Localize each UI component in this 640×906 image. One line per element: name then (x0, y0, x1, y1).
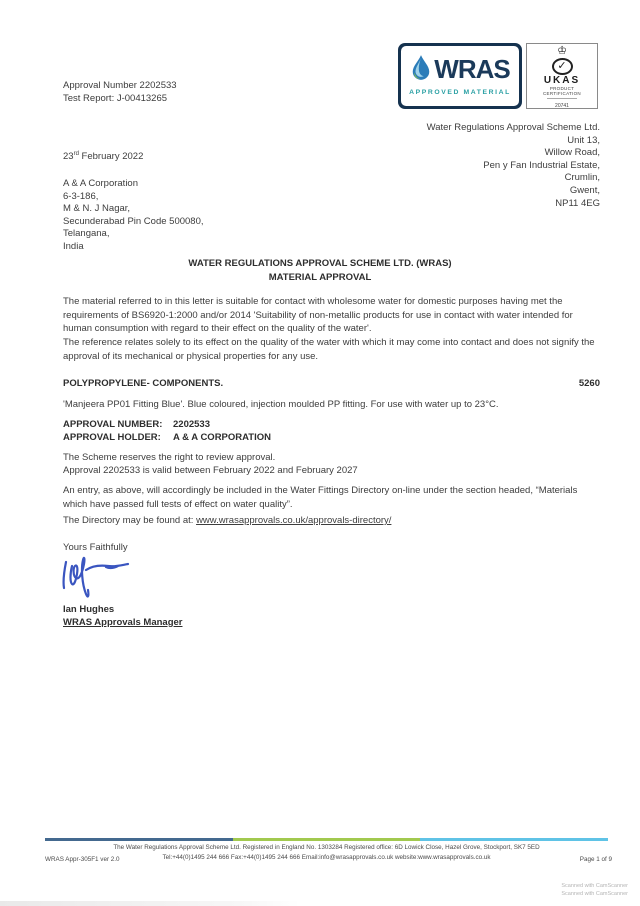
footer-rule (45, 838, 608, 841)
camscanner-watermark-line: Scanned with CamScanner (561, 883, 628, 889)
date-suffix: rd (73, 150, 79, 157)
recipient-address-line: Secunderabad Pin Code 500080, (63, 215, 204, 227)
approved-material-label: APPROVED MATERIAL (409, 88, 511, 96)
wras-logo-inner (401, 46, 519, 106)
sender-address-line: Pen y Fan Industrial Estate, (483, 159, 600, 171)
water-drop-icon (410, 54, 432, 84)
signature (58, 550, 168, 606)
sender-address-line: Willow Road, (544, 147, 600, 159)
approval-number-row (63, 418, 271, 431)
footer-rule-green-segment (233, 838, 421, 841)
approval-number-value: 2202533 (173, 419, 210, 430)
paragraph-reference-scope: The reference relates solely to its effect on the quality of the water with which it may come into contact and does not signify the approval of its mechanical or physical properties for any use. (63, 337, 595, 362)
document-title-line2: MATERIAL APPROVAL (268, 271, 372, 283)
page-number: Page 1 of 9 (579, 856, 612, 863)
recipient-address-line: A & A Corporation (63, 178, 138, 189)
material-heading: POLYPROPYLENE- COMPONENTS. (63, 378, 224, 389)
signer-name: Ian Hughes (63, 604, 115, 615)
recipient-address-line: Telangana, (63, 228, 110, 240)
ukas-certification-label: CERTIFICATION (543, 91, 581, 96)
recipient-address (63, 178, 204, 254)
test-report-line: Test Report: J-00413265 (63, 92, 168, 104)
document-title-line1: WATER REGULATIONS APPROVAL SCHEME LTD. (WRAS) (188, 258, 452, 269)
product-description: 'Manjeera PP01 Fitting Blue'. Blue coloured, injection moulded PP fitting. For use with water up to 23°C. (63, 399, 499, 410)
approval-details (63, 418, 271, 444)
approval-number-line: Approval Number 2202533 (63, 80, 177, 91)
approval-number-label: APPROVAL NUMBER: (63, 419, 163, 430)
directory-entry-paragraph: An entry, as above, will accordingly be included in the Water Fittings Directory on-line under the section headed, “Materials which have passed full tests of effect on water quality”. (63, 485, 578, 510)
footer-text (45, 843, 608, 862)
footer-registered-line: The Water Regulations Approval Scheme Ltd. Registered in England No. 1303284 Registered office: 6D Lowick Close, Hazel Grove, Stockport, SK7 5ED (113, 844, 540, 851)
reference-block (63, 80, 177, 105)
date-day: 23 (63, 151, 74, 162)
sender-address-line: Crumlin, (564, 172, 600, 184)
sender-address-line: Unit 13, (567, 134, 600, 146)
signer-block (63, 604, 182, 630)
approval-holder-row (63, 431, 271, 444)
sender-address (427, 122, 600, 210)
review-line2: Approval 2202533 is valid between February 2022 and February 2027 (63, 465, 358, 477)
wras-wordmark: WRAS (434, 53, 510, 84)
sender-address-line: Water Regulations Approval Scheme Ltd. (426, 122, 600, 133)
crown-icon: ♔ (557, 45, 567, 57)
footer-rule-lightblue-segment (420, 838, 608, 841)
check-circle-icon: ✓ (552, 58, 573, 75)
ukas-number: 20741 (547, 98, 577, 113)
logo-cluster (398, 43, 602, 111)
camscanner-watermark (561, 882, 628, 898)
directory-link[interactable]: www.wrasapprovals.co.uk/approvals-directory/ (196, 515, 392, 526)
recipient-address-line: India (63, 240, 84, 252)
sender-address-line: Gwent, (569, 184, 600, 196)
paragraph-suitability: The material referred to in this letter is suitable for contact with wholesome water for domestic purposes having met the requirements of BS6920-1:2000 and/or 2014 'Suitability of non-metallic products for use in contact with water intended for human consumption with regard to their effect on the quality of the water'. (63, 296, 573, 334)
wras-logo (398, 43, 522, 109)
recipient-address-line: M & N. J Nagar, (63, 203, 131, 215)
signer-title: WRAS Approvals Manager (63, 616, 183, 628)
material-code: 5260 (578, 378, 600, 389)
scan-edge-shadow (0, 901, 300, 906)
material-heading-row (63, 377, 600, 390)
recipient-address-line: 6-3-186, (63, 190, 99, 202)
review-line1: The Scheme reserves the right to review approval. (63, 452, 276, 463)
sender-address-line: NP11 4EG (555, 197, 600, 209)
camscanner-watermark-line: Scanned with CamScanner (561, 891, 628, 897)
approval-holder-value: A & A CORPORATION (173, 432, 271, 444)
review-block (63, 451, 358, 477)
footer-rule-blue-segment (45, 838, 233, 841)
directory-line (63, 514, 391, 527)
footer-contact-line: Tel:+44(0)1495 244 666 Fax:+44(0)1495 244 666 Email:info@wrasapprovals.co.uk website:www.wrasapprovals.co.uk (162, 853, 491, 861)
ukas-mark (526, 43, 598, 109)
document-reference: WRAS Appr-305F1 ver 2.0 (45, 856, 120, 863)
ukas-product-label: PRODUCT (549, 86, 575, 91)
directory-prefix: The Directory may be found at: (63, 515, 197, 526)
closing-salutation: Yours Faithfully (63, 542, 128, 553)
ukas-wordmark: UKAS (543, 75, 581, 86)
document-title (0, 257, 640, 284)
date-rest: February 2022 (78, 151, 144, 162)
letter-date (63, 150, 143, 163)
approval-holder-label: APPROVAL HOLDER: (63, 432, 161, 444)
